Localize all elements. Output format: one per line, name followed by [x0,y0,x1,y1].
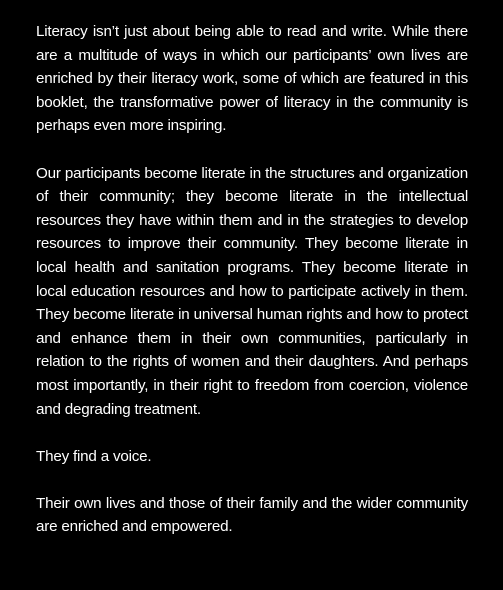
paragraph-voice: They find a voice. [36,447,152,465]
paragraph-empowered: Their own lives and those of their family and the wider community are enriched and empowered. [36,494,468,536]
paragraph-intro: Literacy isn’t just about being able to read and write. While there are a multitude of ways in which our participants’ own lives are enriched by their literacy work, some of which are featured in this booklet, the transformative power of literacy in the community is perhaps even more inspiring. [36,23,468,135]
document-body [36,20,468,539]
paragraph-literacy-areas: Our participants become literate in the structures and organization of their community; they become literate in the intellectual resources they have within them and in the strategies to develop resources to improve their community. They become literate in local health and sanitation programs. They become literate in local education resources and how to participate actively in them. They become literate in universal human rights and how to protect and enhance them in their own communities, particularly in relation to the rights of women and their daughters. And perhaps most importantly, in their right to freedom from coercion, violence and degrading treatment. [36,164,468,418]
